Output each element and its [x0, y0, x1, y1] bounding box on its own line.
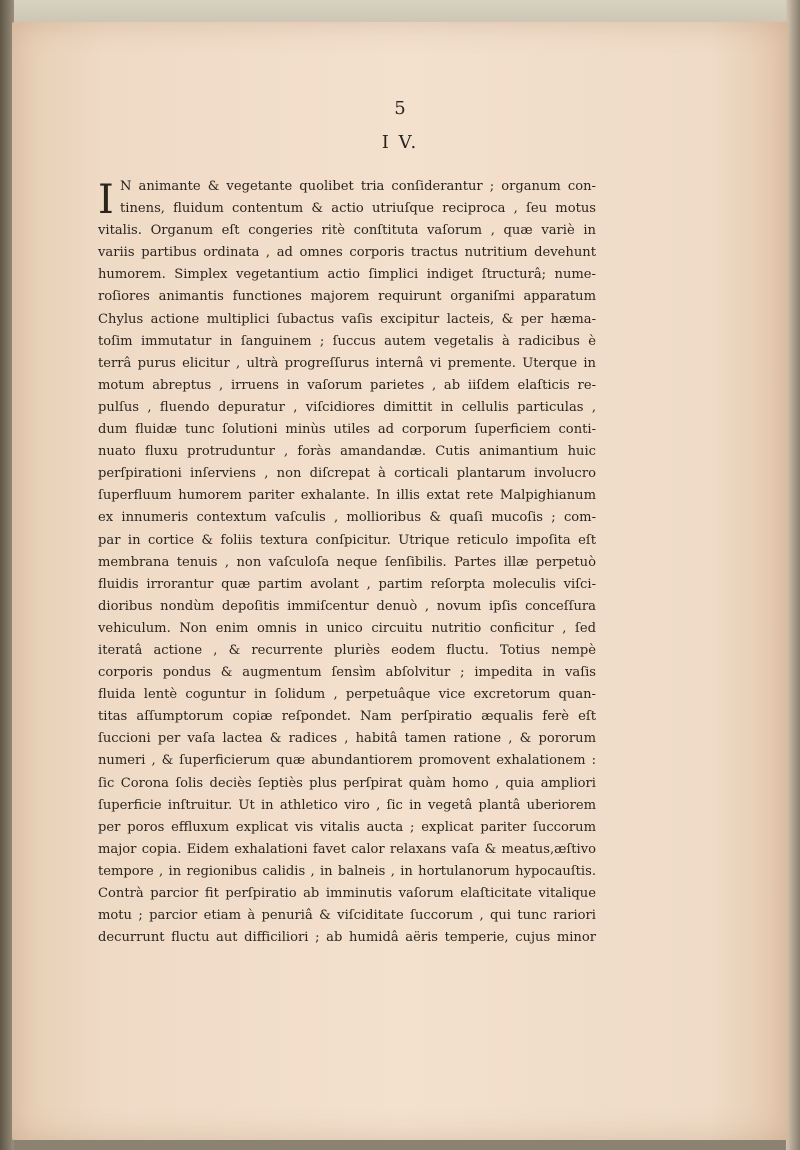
text-line: roſiores animantis functiones majorem requirunt organiſmi apparatum — [98, 289, 596, 305]
text-line: tinens, fluidum contentum & actio utriuſque reciproca , ſeu motus — [120, 201, 596, 217]
drop-cap: I — [98, 177, 114, 223]
text-line: perſpirationi inſerviens , non diſcrepat à corticali plantarum involucro — [98, 466, 596, 482]
page-number: 5 — [394, 98, 406, 119]
text-line: major copia. Eidem exhalationi favet calor relaxans vaſa & meatus,æſtivo — [98, 841, 596, 857]
text-line: decurrunt fluctu aut difficiliori ; ab humidâ aëris temperie, cujus minor — [98, 930, 596, 946]
text-line: fluidis irrorantur quæ partim avolant , partim reſorpta moleculis viſci- — [98, 576, 596, 592]
text-line: ſuccioni per vaſa lactea & radices , habitâ tamen ratione , & pororum — [98, 731, 596, 747]
text-line: motum abreptus , irruens in vaſorum parietes , ab iiſdem elaſticis re- — [98, 377, 596, 393]
text-line: nuato fluxu protruduntur , foràs amandandæ. Cutis animantium huic — [98, 444, 596, 460]
text-line: humorem. Simplex vegetantium actio ſimplici indiget ſtructurâ; nume- — [98, 267, 596, 283]
body-text — [98, 176, 596, 949]
text-line: membrana tenuis , non vaſculoſa neque ſenſibilis. Partes illæ perpetuò — [98, 554, 596, 570]
text-line: terrâ purus elicitur , ultrà progreſſurus internâ vi premente. Uterque in — [98, 355, 596, 371]
section-heading: I V. — [381, 132, 419, 153]
text-line: ex innumeris contextum vaſculis , mollioribus & quaſi mucoſis ; com- — [98, 510, 596, 526]
text-line: numeri , & ſuperficierum quæ abundantiorem promovent exhalationem : — [98, 753, 596, 769]
text-line: ſuperficie inſtruitur. Ut in athletico viro , ſic in vegetâ plantâ uberiorem — [98, 797, 596, 813]
text-line: fluida lentè coguntur in ſolidum , perpetuâque vice excretorum quan- — [98, 687, 596, 703]
text-line: variis partibus ordinata , ad omnes corporis tractus nutritium devehunt — [98, 245, 596, 261]
text-line: N animante & vegetante quolibet tria conſiderantur ; organum con- — [120, 179, 596, 194]
text-line: vitalis. Organum eſt congeries ritè conſtituta vaſorum , quæ variè in — [98, 223, 596, 239]
text-line: dioribus nondùm depoſitis immiſcentur denuò , novum ipſis conceſſura — [98, 598, 596, 614]
text-line: vehiculum. Non enim omnis in unico circuitu nutritio conficitur , ſed — [98, 620, 596, 636]
page-right-edge — [786, 0, 800, 1150]
text-line: titas aſſumptorum copiæ reſpondet. Nam perſpiratio æqualis ferè eſt — [98, 709, 596, 725]
text-line: tempore , in regionibus calidis , in balneis , in hortulanorum hypocauſtis. — [98, 863, 596, 879]
text-line: corporis pondus & augmentum ſensìm abſolvitur ; impedita in vaſis — [98, 665, 596, 681]
text-line: pulſus , fluendo depuratur , viſcidiores dimittit in cellulis particulas , — [98, 399, 596, 415]
text-line: Contrà parcior fit perſpiratio ab imminutis vaſorum elaſticitate vitalique — [98, 886, 596, 901]
text-line: Chylus actione multiplici ſubactus vaſis excipitur lacteis, & per hæma- — [98, 311, 596, 327]
text-line: toſim immutatur in ſanguinem ; ſuccus autem vegetalis à radicibus è — [98, 333, 596, 349]
text-line: ſic Corona ſolis deciès ſeptiès plus perſpirat quàm homo , quia ampliori — [98, 775, 596, 791]
text-line: dum fluidæ tunc ſolutioni minùs utiles ad corporum ſuperficiem conti- — [98, 422, 596, 438]
text-line: ſuperfluum humorem pariter exhalante. In illis extat rete Malpighianum — [98, 488, 596, 504]
text-line: iteratâ actione , & recurrente pluriès eodem fluctu. Totius nempè — [98, 642, 596, 658]
text-line: par in cortice & foliis textura conſpicitur. Utrique reticulo impoſita eſt — [98, 532, 596, 548]
text-line: per poros effluxum explicat vis vitalis aucta ; explicat pariter ſuccorum — [98, 819, 596, 835]
text-line: motu ; parcior etiam à penuriâ & viſciditate ſuccorum , qui tunc rariori — [98, 908, 596, 924]
